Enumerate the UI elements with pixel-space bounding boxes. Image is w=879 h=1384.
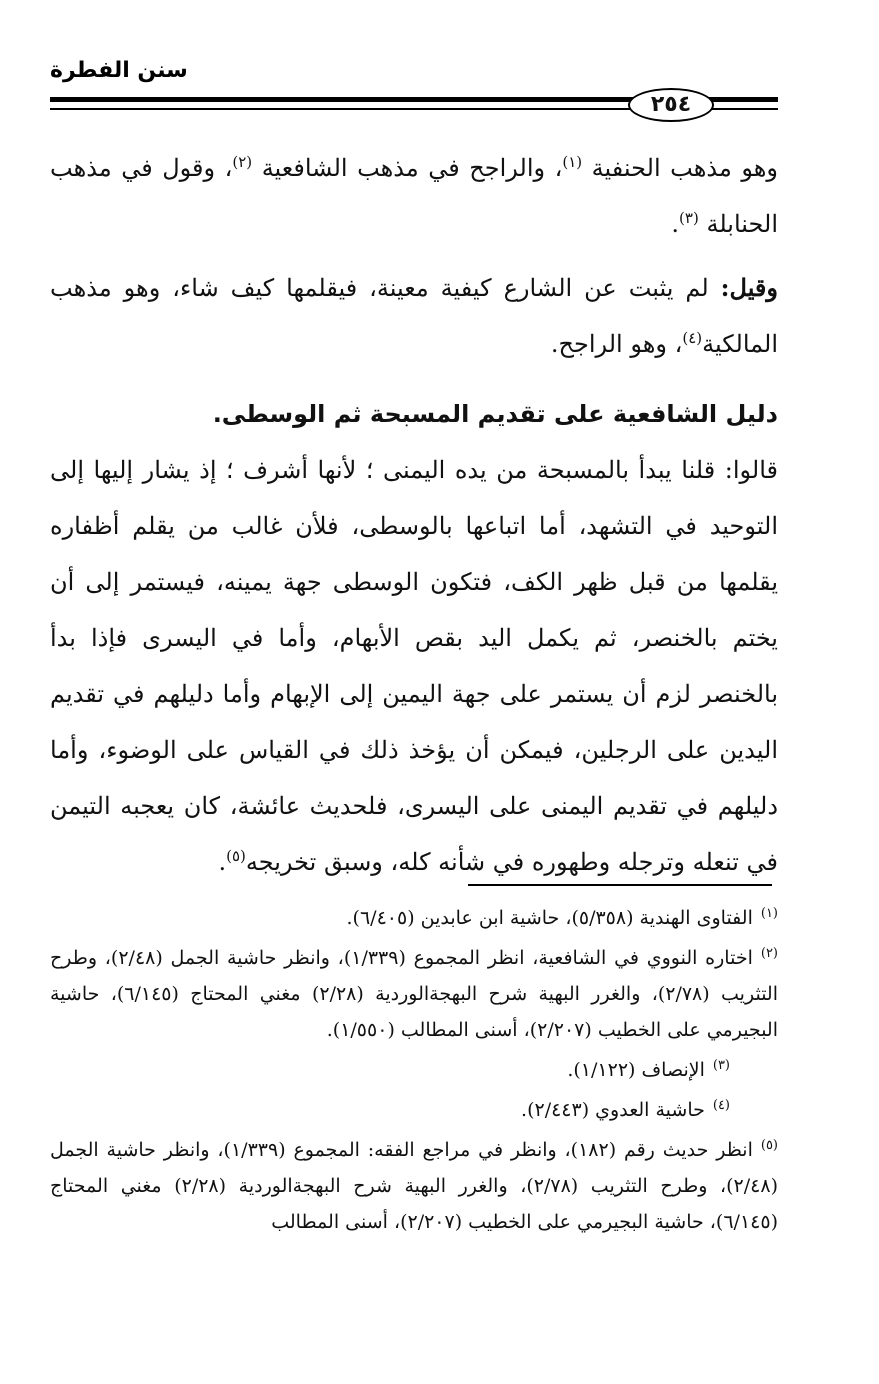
page-number: ٢٥٤ [628,88,714,122]
footnote-text: الإنصاف (١/١٢٢). [567,1059,705,1081]
paragraph-text: . [218,848,227,876]
footnote-ref: (٣) [679,209,699,227]
footnote-ref: (٤) [682,329,703,347]
footnote-ref: (١) [562,153,583,171]
footnote-text: حاشية العدوي (٢/٤٤٣). [521,1099,705,1121]
footnote-text: اختاره النووي في الشافعية، انظر المجموع (١/٣٣٩)، وانظر حاشية الجمل (٢/٤٨)، وطرح التثريب (٢/٧٨)، والغرر البهية شرح البهجةالوردية (٢/٢٨) مغني المحتاج (٦/١٤٥)، حاشية البجيرمي على الخطيب (٢/٢٠٧)، أسنى المطالب (١/٥٥٠). [50,947,778,1041]
main-text [50,140,778,898]
paragraph-1 [50,140,778,252]
paragraph-text: وهو مذهب الحنفية [591,154,779,182]
paragraph-text: ، والراجح في مذهب الشافعية [261,154,563,182]
footnote-number: (٤) [712,1097,730,1113]
footnote-1 [50,900,778,936]
paragraph-text: . [671,210,680,238]
paragraph-lead: وقيل: [720,273,778,302]
paragraph-3 [50,442,778,890]
running-title: سنن الفطرة [50,58,188,83]
footnote-text: انظر حديث رقم (١٨٢)، وانظر في مراجع الفقه: المجموع (١/٣٣٩)، وانظر حاشية الجمل (٢/٤٨)، وطرح التثريب (٢/٧٨)، والغرر البهية شرح البهجةالوردية (٢/٢٨) مغني المحتاج (٦/١٤٥)، حاشية البجيرمي على الخطيب (٢/٢٠٧)، أسنى المطالب [50,1139,778,1233]
paragraph-text: ، وقول في مذهب الحنابلة [50,154,778,238]
footnote-text: الفتاوى الهندية (٥/٣٥٨)، حاشية ابن عابدين (٦/٤٠٥). [346,907,753,929]
footnote-ref: (٥) [226,847,246,865]
footnote-number: (٣) [712,1057,730,1073]
footnote-number: (٢) [760,945,778,961]
section-heading: دليل الشافعية على تقديم المسبحة ثم الوسطى. [212,400,778,428]
footnotes [50,900,778,1244]
footnote-number: (١) [760,905,778,921]
paragraph-2 [50,260,778,372]
footnote-5 [50,1132,778,1240]
footnote-2 [50,940,778,1048]
paragraph-text: لم يثبت عن الشارع كيفية معينة، فيقلمها كيف شاء، وهو مذهب المالكية [50,274,778,358]
footnote-ref: (٢) [232,153,253,171]
footnote-number: (٥) [760,1137,778,1153]
footnote-separator [468,884,772,886]
paragraph-text: ، وهو الراجح. [550,330,683,358]
paragraph-text: قالوا: قلنا يبدأ بالمسبحة من يده اليمنى ؛ لأنها أشرف ؛ إذ يشار إليها إلى التوحيد في التشهد، أما اتباعها بالوسطى، فلأن غالب من يقلم أظفاره يقلمها من قبل ظهر الكف، فتكون الوسطى جهة يمينه، فيستمر إلى أن يختم بالخنصر، ثم يكمل اليد بقص الأبهام، وأما في اليسرى فإذا بدأ بالخنصر لزم أن يستمر على جهة اليمين إلى الإبهام وأما دليلهم في تقديم اليدين على الرجلين، فيمكن أن يؤخذ ذلك في القياس على الوضوء، وأما دليلهم في تقديم اليمنى على اليسرى، فلحديث عائشة، كان يعجبه التيمن في تنعله وترجله وطهوره في شأنه كله، وسبق تخريجه [50,456,778,876]
footnote-3 [50,1052,778,1088]
footnote-4 [50,1092,778,1128]
